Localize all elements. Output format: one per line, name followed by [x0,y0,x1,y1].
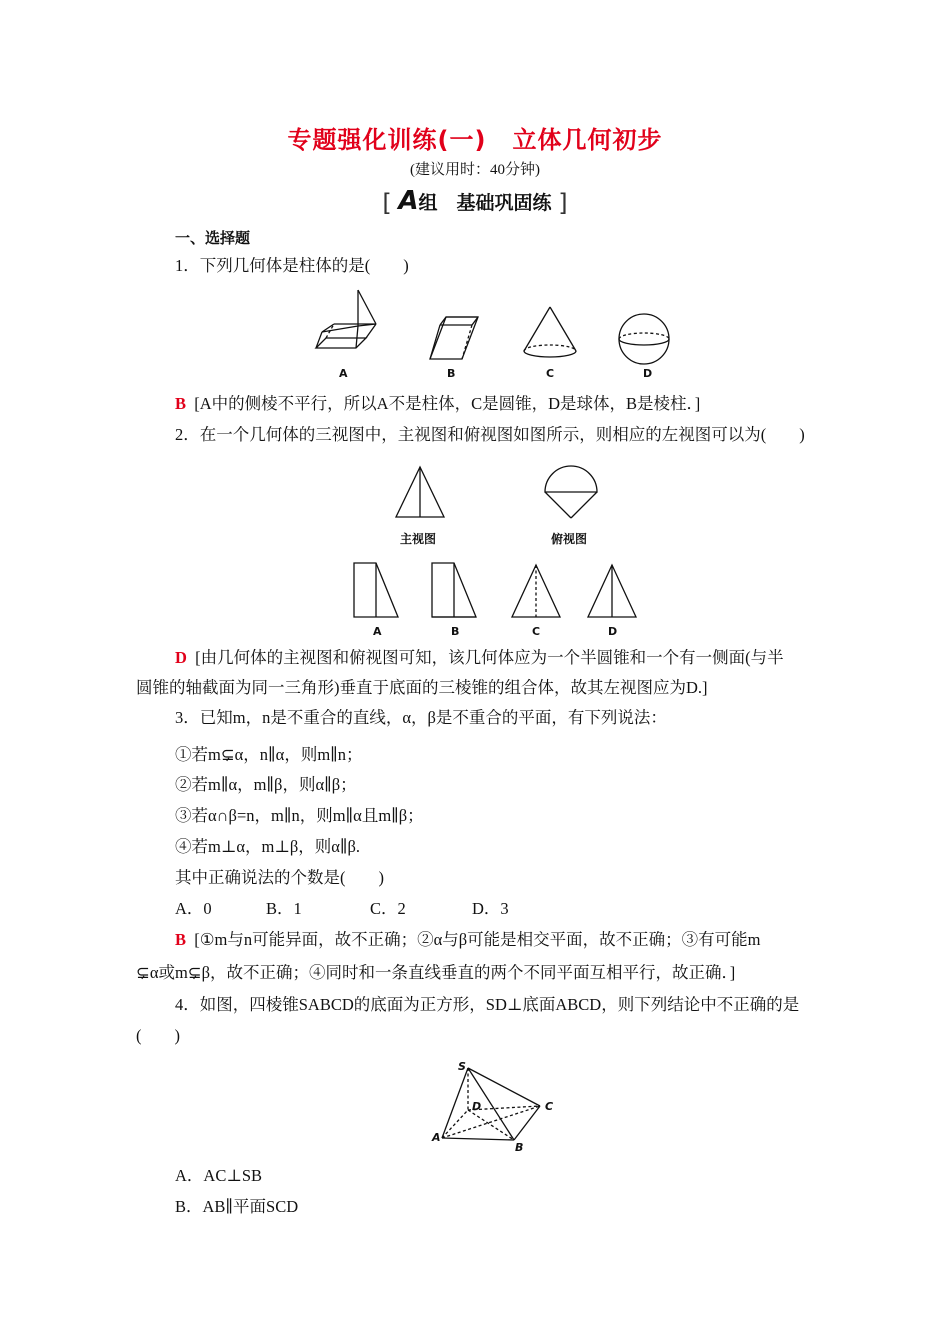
q4-stem-2: ( ) [136,1026,180,1045]
q2-answer: D [175,648,187,667]
q1-figure-c [520,305,580,360]
q4-point-d: D [472,1100,482,1113]
q3-explanation-2: ⊊α或m⊊β，故不正确；④同时和一条直线垂直的两个不同平面互相平行，故正确．] [136,963,736,982]
q4-point-b: B [515,1141,524,1154]
q1-answer: B [175,394,187,413]
q1-figure-b [426,305,486,365]
q2-front-view-label: 主视图 [400,532,437,546]
q2-label-d: D [608,625,618,638]
q2-stem: 2．在一个几何体的三视图中，主视图和俯视图如图所示，则相应的左视图可以为( ) [175,425,805,444]
q3-question: 其中正确说法的个数是( ) [175,868,384,887]
q2-top-view-label: 俯视图 [551,532,588,546]
q2-answer-line-1 [175,648,784,668]
q2-label-a: A [373,625,382,638]
q2-label-b: B [451,625,460,638]
q3-option-b: B．1 [266,899,302,918]
q4-point-c: C [545,1100,554,1113]
title-part-2: 立体几何初步 [512,126,663,154]
group-label: 组 基础巩固练 [418,192,552,214]
q1-figure-a [312,290,382,360]
q2-explanation-1: [由几何体的主视图和俯视图可知，该几何体应为一个半圆锥和一个有一侧面(与半 [195,648,784,667]
q2-option-d-figure [586,563,640,619]
bracket-left: [ [382,189,392,217]
q3-statement-1: ①若m⊊α，n∥α，则m∥n； [175,745,363,764]
q1-explanation: [A中的侧棱不平行，所以A不是柱体，C是圆锥，D是球体，B是棱柱．] [194,394,701,413]
page-title [0,120,950,155]
q3-answer: B [175,930,187,949]
q3-explanation-1: [①m与n可能异面，故不正确；②α与β可能是相交平面，故不正确；③有可能m [194,930,761,949]
q2-option-c-figure [510,563,564,619]
q4-pyramid-figure [430,1058,560,1150]
q4-point-a: A [432,1131,441,1144]
q3-option-c: C．2 [370,899,406,918]
q1-stem: 1．下列几何体是柱体的是( ) [175,256,409,275]
q3-statement-3: ③若α∩β=n，m∥n，则m∥α且m∥β； [175,806,424,825]
q1-label-d: D [643,367,653,380]
bracket-right: ] [558,189,568,217]
q4-point-s: S [458,1060,466,1073]
q2-option-b-figure [430,561,480,621]
q2-label-c: C [532,625,541,638]
q2-front-view [394,465,448,521]
q3-option-a: A．0 [175,899,212,918]
group-letter: A [398,186,419,216]
section-heading: 一、选择题 [175,229,251,247]
q3-answer-line-1 [175,930,761,950]
suggested-time: (建议用时：40分钟) [410,162,540,178]
q2-option-a-figure [352,561,402,621]
q4-option-b: B．AB∥平面SCD [175,1197,299,1216]
q2-top-view [543,466,599,522]
group-heading [0,186,950,217]
q2-explanation-2: 圆锥的轴截面为同一三角形)垂直于底面的三棱锥的组合体，故其左视图应为D.] [136,678,708,697]
q3-statement-4: ④若m⊥α，m⊥β，则α∥β. [175,837,361,856]
q3-statement-2: ②若m∥α，m∥β，则α∥β； [175,775,357,794]
q3-option-d: D．3 [472,899,509,918]
q1-label-b: B [447,367,456,380]
q1-figure-d [617,312,673,368]
q1-answer-line [175,394,700,414]
q4-stem-1: 4．如图，四棱锥SABCD的底面为正方形，SD⊥底面ABCD，则下列结论中不正确的是 [175,995,800,1014]
q4-option-a: A．AC⊥SB [175,1166,263,1185]
q1-label-c: C [546,367,555,380]
q3-stem: 3．已知m，n是不重合的直线，α，β是不重合的平面，有下列说法： [175,708,667,727]
q1-label-a: A [339,367,348,380]
title-part-1: 专题强化训练(一) [287,126,487,154]
